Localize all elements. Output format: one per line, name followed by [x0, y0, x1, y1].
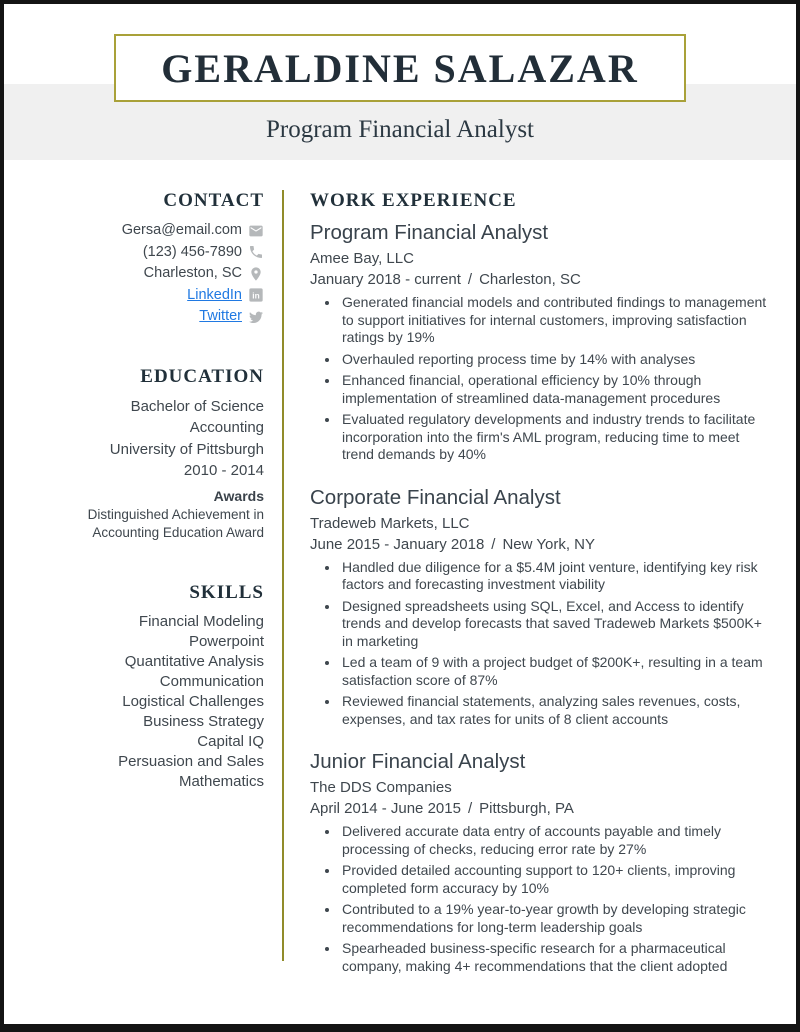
job-dates: April 2014 - June 2015 — [310, 800, 461, 817]
job-title: Program Financial Analyst — [310, 221, 549, 244]
job-bullet: • Handled due diligence for a $5.4M joint venture, identifying key risk factors and forecasting investment viability — [340, 559, 772, 594]
skill-item: Business Strategy — [143, 712, 264, 730]
job-bullet-list — [340, 823, 772, 975]
contact-row-twitter — [38, 306, 264, 328]
skill-item: Capital IQ — [197, 732, 264, 750]
job-company: Amee Bay, LLC — [310, 250, 414, 267]
job-bullet: • Designed spreadsheets using SQL, Excel, and Access to identify trends and develop forecasts that saved Tradeweb Markets $500K+ in marketing — [340, 598, 772, 651]
meta-separator: / — [467, 271, 473, 288]
column-divider — [282, 190, 284, 961]
job-dates: January 2018 - current — [310, 271, 461, 288]
education-degree: Bachelor of Science — [130, 397, 264, 415]
job-bullet: • Enhanced financial, operational efficiency by 10% through implementation of streamlined data-management procedures — [340, 372, 772, 407]
meta-separator: / — [491, 535, 496, 553]
name-box — [114, 34, 686, 102]
job-subtitle: Program Financial Analyst — [265, 116, 535, 143]
skill-item: Persuasion and Sales — [118, 752, 264, 770]
job-bullet-list — [340, 559, 772, 729]
skills-heading: SKILLS — [189, 581, 264, 603]
linkedin-link[interactable]: LinkedIn — [187, 286, 242, 303]
job-bullet: • Overhauled reporting process time by 14% with analyses — [340, 351, 772, 369]
svg-text:in: in — [252, 290, 260, 301]
job-title: Corporate Financial Analyst — [310, 485, 561, 509]
job-bullet: • Generated financial models and contributed findings to management to support initiatives for internal customers, improving satisfaction ratings by 19% — [340, 294, 772, 347]
job-dates-location — [310, 798, 772, 819]
skills-section — [38, 582, 264, 792]
resume-header — [4, 4, 796, 162]
job-bullet: • Led a team of 9 with a project budget of $200K+, resulting in a team satisfaction score of 87% — [340, 654, 772, 689]
linkedin-icon — [248, 287, 264, 303]
contact-heading: CONTACT — [163, 190, 264, 211]
job-bullet-list — [340, 294, 772, 464]
job-location: Pittsburgh, PA — [479, 800, 574, 817]
skill-item: Logistical Challenges — [122, 692, 264, 710]
email-value: Gersa@email.com — [121, 222, 242, 238]
location-pin-icon — [248, 266, 264, 282]
twitter-link[interactable]: Twitter — [199, 308, 242, 324]
job-entry — [310, 750, 772, 975]
meta-separator: / — [467, 800, 473, 817]
award-text: Distinguished Achievement in Accounting Education Award — [87, 506, 264, 540]
phone-icon — [248, 244, 264, 260]
contact-row-linkedin — [38, 285, 264, 307]
education-section — [38, 366, 264, 542]
work-experience-heading: WORK EXPERIENCE — [310, 190, 517, 211]
job-dates-location — [310, 534, 772, 555]
education-dates: 2010 - 2014 — [183, 462, 264, 479]
education-heading: EDUCATION — [140, 365, 264, 387]
skill-item: Quantitative Analysis — [124, 652, 264, 670]
sidebar — [38, 190, 264, 997]
envelope-icon — [248, 223, 264, 239]
job-company: Tradeweb Markets, LLC — [310, 514, 470, 532]
job-entry — [310, 221, 772, 464]
location-value: Charleston, SC — [143, 265, 242, 281]
job-bullet: • Evaluated regulatory developments and industry trends to facilitate incorporation into the firm's AML program, reducing time to meet trend demands by 40% — [340, 411, 772, 464]
contact-row-phone — [38, 242, 264, 264]
education-school: University of Pittsburgh — [109, 440, 264, 458]
contact-row-email — [38, 220, 264, 242]
job-location: New York, NY — [502, 535, 596, 553]
education-major: Accounting — [189, 419, 264, 436]
contact-row-location — [38, 263, 264, 285]
skill-item: Powerpoint — [188, 632, 264, 650]
job-dates: June 2015 - January 2018 — [310, 535, 485, 553]
awards-label: Awards — [213, 487, 264, 504]
twitter-icon — [248, 309, 264, 325]
job-bullet: • Provided detailed accounting support to 120+ clients, improving completed form accuracy by 10% — [340, 862, 772, 897]
content-columns — [4, 162, 796, 997]
job-entry — [310, 486, 772, 729]
job-bullet: • Spearheaded business-specific research for a pharmaceutical company, making 4+ recommendations that the client adopted — [340, 940, 772, 975]
skill-item: Mathematics — [178, 772, 264, 790]
job-bullet: • Delivered accurate data entry of accounts payable and timely processing of checks, reducing error rate by 27% — [340, 823, 772, 858]
phone-value: (123) 456-7890 — [142, 243, 242, 260]
job-company: The DDS Companies — [310, 779, 452, 796]
job-dates-location — [310, 269, 772, 290]
job-location: Charleston, SC — [479, 271, 581, 288]
candidate-name: GERALDINE SALAZAR — [161, 45, 639, 91]
job-bullet: • Reviewed financial statements, analyzing sales revenues, costs, expenses, and tax rates for units of 8 client accounts — [340, 693, 772, 728]
subtitle-wrap — [4, 116, 796, 144]
contact-section — [38, 190, 264, 328]
work-experience-column — [310, 190, 772, 997]
skill-item: Communication — [159, 672, 264, 690]
job-bullet: • Contributed to a 19% year-to-year growth by developing strategic recommendations for long-term leadership goals — [340, 901, 772, 936]
skill-item: Financial Modeling — [138, 612, 264, 630]
job-title: Junior Financial Analyst — [310, 750, 526, 773]
